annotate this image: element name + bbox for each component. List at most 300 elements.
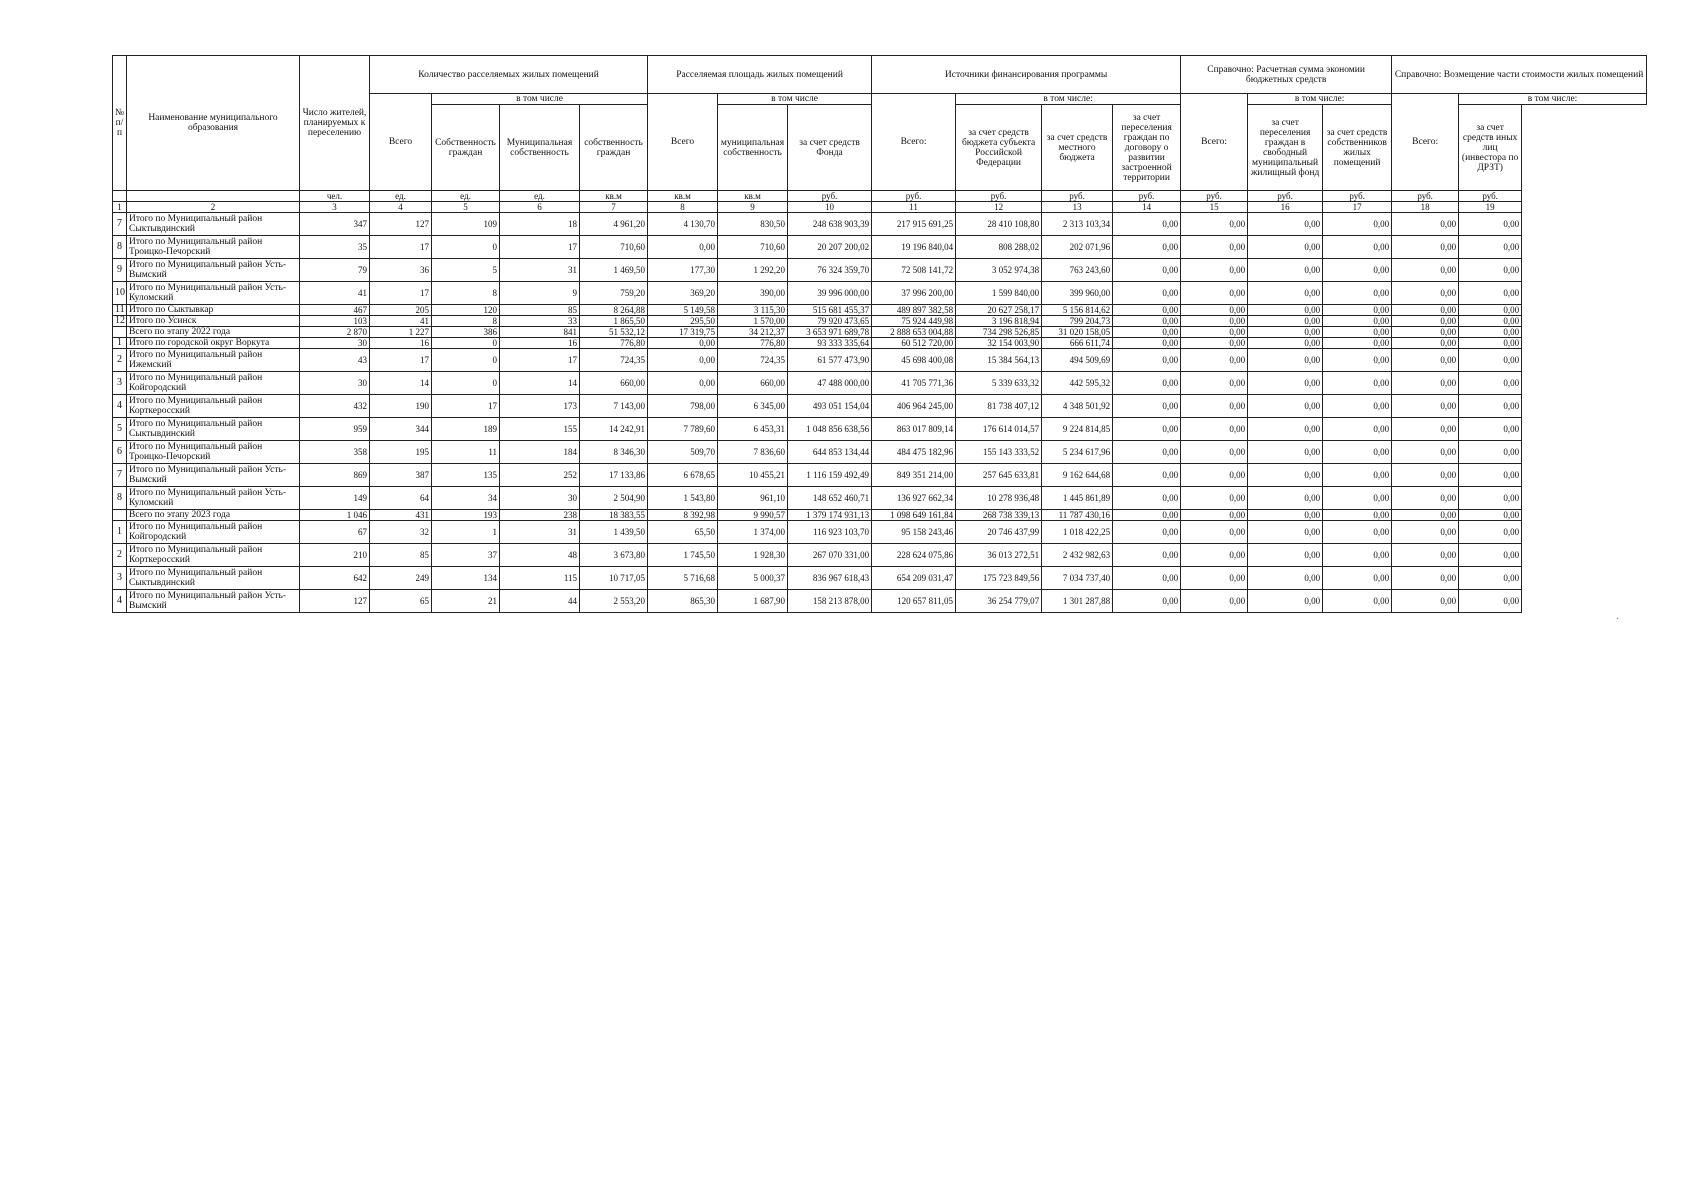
value-cell: 644 853 134,44	[788, 441, 872, 464]
value-cell: 79	[300, 259, 370, 282]
unit-cell: кв.м	[580, 191, 648, 202]
value-cell: 9 224 814,85	[1042, 418, 1113, 441]
value-cell: 959	[300, 418, 370, 441]
value-cell: 5	[432, 259, 500, 282]
value-cell: 432	[300, 395, 370, 418]
table-row	[113, 349, 1647, 372]
table-row	[113, 487, 1647, 510]
value-cell: 369,20	[648, 282, 718, 305]
value-cell: 776,80	[718, 338, 788, 349]
group-savings-header: Справочно: Расчетная сумма экономии бюджетных средств	[1181, 56, 1392, 94]
value-cell: 1 292,20	[718, 259, 788, 282]
value-cell: 724,35	[580, 349, 648, 372]
area-municipal-header: муниципальная собственность	[718, 105, 788, 191]
value-cell: 61 577 473,90	[788, 349, 872, 372]
value-cell: 135	[432, 464, 500, 487]
value-cell: 0,00	[1459, 213, 1522, 236]
column-numbers-row	[113, 202, 1647, 213]
value-cell: 10 455,21	[718, 464, 788, 487]
value-cell: 710,60	[718, 236, 788, 259]
value-cell: 0,00	[1181, 259, 1248, 282]
value-cell: 390,00	[718, 282, 788, 305]
value-cell: 0,00	[1323, 395, 1392, 418]
value-cell: 0,00	[1323, 282, 1392, 305]
value-cell: 72 508 141,72	[872, 259, 956, 282]
savings-including-header: в том числе:	[1248, 94, 1392, 105]
value-cell: 0,00	[1181, 305, 1248, 316]
value-cell: 17	[370, 236, 432, 259]
value-cell: 0,00	[1392, 236, 1459, 259]
value-cell: 0,00	[1323, 464, 1392, 487]
funding-including-header: в том числе:	[956, 94, 1181, 105]
value-cell: 267 070 331,00	[788, 544, 872, 567]
value-cell: 442 595,32	[1042, 372, 1113, 395]
value-cell: 0,00	[1113, 464, 1181, 487]
value-cell: 0,00	[1113, 236, 1181, 259]
value-cell: 0,00	[1248, 327, 1323, 338]
value-cell: 5 339 633,32	[956, 372, 1042, 395]
area-including-header: в том числе	[718, 94, 872, 105]
value-cell: 36	[370, 259, 432, 282]
value-cell: 3 196 818,94	[956, 316, 1042, 327]
value-cell: 0,00	[1459, 327, 1522, 338]
value-cell: 189	[432, 418, 500, 441]
value-cell: 808 288,02	[956, 236, 1042, 259]
row-number: 2	[113, 544, 127, 567]
value-cell: 34 212,37	[718, 327, 788, 338]
value-cell: 43	[300, 349, 370, 372]
value-cell: 14 242,91	[580, 418, 648, 441]
value-cell: 158 213 878,00	[788, 590, 872, 613]
value-cell: 5 149,58	[648, 305, 718, 316]
table-row	[113, 395, 1647, 418]
value-cell: 195	[370, 441, 432, 464]
value-cell: 9	[500, 282, 580, 305]
value-cell: 0,00	[1323, 327, 1392, 338]
value-cell: 31	[500, 521, 580, 544]
value-cell: 0,00	[1392, 544, 1459, 567]
value-cell: 0,00	[1248, 282, 1323, 305]
value-cell: 37 996 200,00	[872, 282, 956, 305]
municipality-name: Итого по Муниципальный район Усть-Вымский	[127, 590, 300, 613]
value-cell: 347	[300, 213, 370, 236]
value-cell: 386	[432, 327, 500, 338]
funding-total-header: Всего:	[872, 94, 956, 191]
value-cell: 0,00	[1113, 590, 1181, 613]
value-cell: 0,00	[1323, 316, 1392, 327]
value-cell: 0,00	[1113, 487, 1181, 510]
value-cell: 0,00	[1181, 521, 1248, 544]
row-number: 10	[113, 282, 127, 305]
unit-cell: руб.	[1392, 191, 1459, 202]
value-cell: 75 924 449,98	[872, 316, 956, 327]
value-cell: 64	[370, 487, 432, 510]
value-cell: 0,00	[1459, 338, 1522, 349]
value-cell: 0,00	[1323, 236, 1392, 259]
value-cell: 0,00	[1459, 544, 1522, 567]
column-number-cell: 7	[580, 202, 648, 213]
value-cell: 0,00	[1459, 316, 1522, 327]
municipality-name: Итого по Сыктывкар	[127, 305, 300, 316]
value-cell: 0,00	[1248, 590, 1323, 613]
value-cell: 9 990,57	[718, 510, 788, 521]
value-cell: 344	[370, 418, 432, 441]
column-number-cell: 11	[872, 202, 956, 213]
value-cell: 0,00	[1392, 349, 1459, 372]
table-row	[113, 544, 1647, 567]
unit-cell: руб.	[1248, 191, 1323, 202]
value-cell: 79 920 473,65	[788, 316, 872, 327]
row-number: 11	[113, 305, 127, 316]
value-cell: 841	[500, 327, 580, 338]
value-cell: 0,00	[1459, 590, 1522, 613]
column-number-cell: 16	[1248, 202, 1323, 213]
value-cell: 494 509,69	[1042, 349, 1113, 372]
value-cell: 0,00	[1323, 259, 1392, 282]
value-cell: 103	[300, 316, 370, 327]
table-row	[113, 464, 1647, 487]
table-row	[113, 282, 1647, 305]
value-cell: 3 115,30	[718, 305, 788, 316]
value-cell: 0,00	[1248, 213, 1323, 236]
column-number-cell: 1	[113, 202, 127, 213]
value-cell: 0,00	[1181, 395, 1248, 418]
value-cell: 7 789,60	[648, 418, 718, 441]
column-number-cell: 17	[1323, 202, 1392, 213]
value-cell: 17 133,86	[580, 464, 648, 487]
value-cell: 45 698 400,08	[872, 349, 956, 372]
value-cell: 34	[432, 487, 500, 510]
value-cell: 85	[370, 544, 432, 567]
value-cell: 1 048 856 638,56	[788, 418, 872, 441]
value-cell: 1 687,90	[718, 590, 788, 613]
value-cell: 0,00	[1181, 464, 1248, 487]
value-cell: 11 787 430,16	[1042, 510, 1113, 521]
value-cell: 47 488 000,00	[788, 372, 872, 395]
unit-cell: руб.	[1042, 191, 1113, 202]
value-cell: 2 432 982,63	[1042, 544, 1113, 567]
municipality-name: Итого по Муниципальный район Усть-Куломский	[127, 282, 300, 305]
value-cell: 666 611,74	[1042, 338, 1113, 349]
value-cell: 0,00	[1113, 213, 1181, 236]
value-cell: 0,00	[1113, 521, 1181, 544]
value-cell: 863 017 809,14	[872, 418, 956, 441]
value-cell: 14	[500, 372, 580, 395]
value-cell: 0,00	[1248, 338, 1323, 349]
count-total-header: Всего	[370, 94, 432, 191]
value-cell: 134	[432, 567, 500, 590]
value-cell: 0,00	[1181, 441, 1248, 464]
value-cell: 0,00	[1459, 441, 1522, 464]
value-cell: 0,00	[1323, 349, 1392, 372]
value-cell: 0,00	[1392, 418, 1459, 441]
value-cell: 0,00	[1459, 305, 1522, 316]
value-cell: 10 278 936,48	[956, 487, 1042, 510]
value-cell: 268 738 339,13	[956, 510, 1042, 521]
value-cell: 0,00	[1459, 349, 1522, 372]
value-cell: 10 717,05	[580, 567, 648, 590]
value-cell: 0,00	[1323, 590, 1392, 613]
municipality-name: Итого по Усинск	[127, 316, 300, 327]
value-cell: 20 627 258,17	[956, 305, 1042, 316]
value-cell: 0,00	[1323, 418, 1392, 441]
column-number-cell: 5	[432, 202, 500, 213]
column-number-cell: 2	[127, 202, 300, 213]
value-cell: 1	[432, 521, 500, 544]
value-cell: 1 018 422,25	[1042, 521, 1113, 544]
row-number: 4	[113, 590, 127, 613]
value-cell: 30	[500, 487, 580, 510]
value-cell: 33	[500, 316, 580, 327]
housing-resettlement-table	[112, 55, 1647, 613]
value-cell: 0,00	[1113, 567, 1181, 590]
value-cell: 0,00	[1181, 213, 1248, 236]
value-cell: 0,00	[1181, 338, 1248, 349]
municipality-name: Итого по Муниципальный район Усть-Вымский	[127, 259, 300, 282]
value-cell: 0,00	[1113, 418, 1181, 441]
count-citizens-header: Собственность граждан	[432, 105, 500, 191]
value-cell: 734 298 526,85	[956, 327, 1042, 338]
value-cell: 467	[300, 305, 370, 316]
value-cell: 493 051 154,04	[788, 395, 872, 418]
value-cell: 1 543,80	[648, 487, 718, 510]
group-funding-header: Источники финансирования программы	[872, 56, 1181, 94]
row-number: 4	[113, 395, 127, 418]
value-cell: 120 657 811,05	[872, 590, 956, 613]
value-cell: 763 243,60	[1042, 259, 1113, 282]
value-cell: 0,00	[648, 372, 718, 395]
value-cell: 30	[300, 338, 370, 349]
value-cell: 202 071,96	[1042, 236, 1113, 259]
value-cell: 6 678,65	[648, 464, 718, 487]
table-row	[113, 418, 1647, 441]
value-cell: 399 960,00	[1042, 282, 1113, 305]
value-cell: 9 162 644,68	[1042, 464, 1113, 487]
value-cell: 0,00	[1248, 316, 1323, 327]
value-cell: 5 156 814,62	[1042, 305, 1113, 316]
unit-cell: руб.	[1459, 191, 1522, 202]
value-cell: 48	[500, 544, 580, 567]
municipality-name: Итого по Муниципальный район Корткеросский	[127, 395, 300, 418]
value-cell: 18	[500, 213, 580, 236]
col-residents-header: Число жителей, планируемых к переселению	[300, 56, 370, 191]
value-cell: 0,00	[1392, 259, 1459, 282]
value-cell: 1 374,00	[718, 521, 788, 544]
row-number: 6	[113, 441, 127, 464]
value-cell: 2 553,20	[580, 590, 648, 613]
value-cell: 0	[432, 372, 500, 395]
area-total-header: Всего	[648, 94, 718, 191]
value-cell: 5 234 617,96	[1042, 441, 1113, 464]
column-number-cell: 8	[648, 202, 718, 213]
municipality-name: Итого по Муниципальный район Ижемский	[127, 349, 300, 372]
unit-cell: ед.	[370, 191, 432, 202]
municipality-name: Итого по Муниципальный район Троицко-Печорский	[127, 441, 300, 464]
value-cell: 0,00	[1323, 372, 1392, 395]
value-cell: 41	[370, 316, 432, 327]
savings-total-header: Всего:	[1181, 94, 1248, 191]
municipality-name: Итого по Муниципальный район Сыктывдинский	[127, 213, 300, 236]
value-cell: 798,00	[648, 395, 718, 418]
value-cell: 1 469,50	[580, 259, 648, 282]
value-cell: 759,20	[580, 282, 648, 305]
value-cell: 642	[300, 567, 370, 590]
value-cell: 0,00	[1181, 282, 1248, 305]
value-cell: 1 599 840,00	[956, 282, 1042, 305]
value-cell: 176 614 014,57	[956, 418, 1042, 441]
value-cell: 0,00	[1248, 464, 1323, 487]
savings-free-header: за счет переселения граждан в свободный муниципальный жилищный фонд	[1248, 105, 1323, 191]
value-cell: 32 154 003,90	[956, 338, 1042, 349]
value-cell: 961,10	[718, 487, 788, 510]
units-row	[113, 191, 1647, 202]
value-cell: 799 204,73	[1042, 316, 1113, 327]
value-cell: 0,00	[1113, 338, 1181, 349]
value-cell: 1 227	[370, 327, 432, 338]
value-cell: 37	[432, 544, 500, 567]
value-cell: 3 052 974,38	[956, 259, 1042, 282]
value-cell: 175 723 849,56	[956, 567, 1042, 590]
value-cell: 710,60	[580, 236, 648, 259]
row-number: 3	[113, 372, 127, 395]
value-cell: 0,00	[1181, 372, 1248, 395]
value-cell: 865,30	[648, 590, 718, 613]
value-cell: 0,00	[1323, 510, 1392, 521]
value-cell: 31 020 158,05	[1042, 327, 1113, 338]
count-including-header: в том числе	[432, 94, 648, 105]
table-row	[113, 236, 1647, 259]
value-cell: 654 209 031,47	[872, 567, 956, 590]
value-cell: 17	[370, 349, 432, 372]
value-cell: 0,00	[1248, 510, 1323, 521]
value-cell: 0,00	[1113, 316, 1181, 327]
refund-including-header: в том числе:	[1459, 94, 1647, 105]
value-cell: 830,50	[718, 213, 788, 236]
value-cell: 0,00	[648, 236, 718, 259]
value-cell: 36 013 272,51	[956, 544, 1042, 567]
value-cell: 869	[300, 464, 370, 487]
municipality-name: Итого по Муниципальный район Троицко-Печорский	[127, 236, 300, 259]
column-number-cell: 18	[1392, 202, 1459, 213]
value-cell: 0,00	[1181, 544, 1248, 567]
value-cell: 2 313 103,34	[1042, 213, 1113, 236]
value-cell: 0,00	[1113, 305, 1181, 316]
row-number: 9	[113, 259, 127, 282]
value-cell: 484 475 182,96	[872, 441, 956, 464]
value-cell: 16	[370, 338, 432, 349]
value-cell: 1 116 159 492,49	[788, 464, 872, 487]
value-cell: 11	[432, 441, 500, 464]
value-cell: 1 570,00	[718, 316, 788, 327]
value-cell: 0,00	[1248, 521, 1323, 544]
value-cell: 0,00	[1181, 510, 1248, 521]
value-cell: 0,00	[1248, 236, 1323, 259]
value-cell: 8 392,98	[648, 510, 718, 521]
municipality-name: Итого по Муниципальный район Корткеросский	[127, 544, 300, 567]
value-cell: 14	[370, 372, 432, 395]
value-cell: 0,00	[1181, 236, 1248, 259]
value-cell: 0,00	[1459, 372, 1522, 395]
row-number: 2	[113, 349, 127, 372]
value-cell: 44	[500, 590, 580, 613]
unit-cell: руб.	[1113, 191, 1181, 202]
value-cell: 4 348 501,92	[1042, 395, 1113, 418]
value-cell: 1 865,50	[580, 316, 648, 327]
value-cell: 252	[500, 464, 580, 487]
value-cell: 95 158 243,46	[872, 521, 956, 544]
value-cell: 0,00	[1459, 282, 1522, 305]
value-cell: 205	[370, 305, 432, 316]
value-cell: 4 961,20	[580, 213, 648, 236]
value-cell: 0,00	[1392, 316, 1459, 327]
value-cell: 0,00	[1392, 521, 1459, 544]
value-cell: 17	[500, 236, 580, 259]
value-cell: 5 716,68	[648, 567, 718, 590]
value-cell: 1 098 649 161,84	[872, 510, 956, 521]
unit-cell: ед.	[432, 191, 500, 202]
value-cell: 0,00	[1459, 418, 1522, 441]
value-cell: 7 034 737,40	[1042, 567, 1113, 590]
area-citizens-header: собственность граждан	[580, 105, 648, 191]
table-row	[113, 213, 1647, 236]
table-body	[113, 213, 1647, 613]
table-row	[113, 510, 1647, 521]
funding-fund-header: за счет средств Фонда	[788, 105, 872, 191]
value-cell: 217 915 691,25	[872, 213, 956, 236]
value-cell: 41 705 771,36	[872, 372, 956, 395]
value-cell: 0,00	[1113, 282, 1181, 305]
value-cell: 1 439,50	[580, 521, 648, 544]
value-cell: 431	[370, 510, 432, 521]
municipality-name: Итого по Муниципальный район Сыктывдинский	[127, 418, 300, 441]
value-cell: 1 301 287,88	[1042, 590, 1113, 613]
value-cell: 0,00	[1459, 395, 1522, 418]
value-cell: 0,00	[1113, 395, 1181, 418]
value-cell: 76 324 359,70	[788, 259, 872, 282]
value-cell: 155 143 333,52	[956, 441, 1042, 464]
value-cell: 0,00	[1113, 544, 1181, 567]
group-count-header: Количество расселяемых жилых помещений	[370, 56, 648, 94]
unit-cell: руб.	[1323, 191, 1392, 202]
value-cell: 17	[432, 395, 500, 418]
table-header	[113, 56, 1647, 213]
value-cell: 8	[432, 316, 500, 327]
unit-cell: ед.	[500, 191, 580, 202]
value-cell: 21	[432, 590, 500, 613]
value-cell: 41	[300, 282, 370, 305]
value-cell: 116 923 103,70	[788, 521, 872, 544]
value-cell: 0,00	[1113, 327, 1181, 338]
table-row	[113, 567, 1647, 590]
value-cell: 149	[300, 487, 370, 510]
municipality-name: Итого по Муниципальный район Койгородский	[127, 521, 300, 544]
unit-cell: руб.	[956, 191, 1042, 202]
value-cell: 81 738 407,12	[956, 395, 1042, 418]
value-cell: 0,00	[1323, 487, 1392, 510]
value-cell: 51 532,12	[580, 327, 648, 338]
value-cell: 0,00	[1181, 418, 1248, 441]
value-cell: 31	[500, 259, 580, 282]
value-cell: 60 512 720,00	[872, 338, 956, 349]
value-cell: 1 379 174 931,13	[788, 510, 872, 521]
value-cell: 18 383,55	[580, 510, 648, 521]
value-cell: 0,00	[1181, 567, 1248, 590]
value-cell: 0,00	[1248, 544, 1323, 567]
unit-cell: кв.м	[718, 191, 788, 202]
municipality-name: Итого по Муниципальный район Усть-Вымский	[127, 464, 300, 487]
value-cell: 0,00	[1248, 305, 1323, 316]
col-name-header: Наименование муниципального образования	[127, 56, 300, 191]
